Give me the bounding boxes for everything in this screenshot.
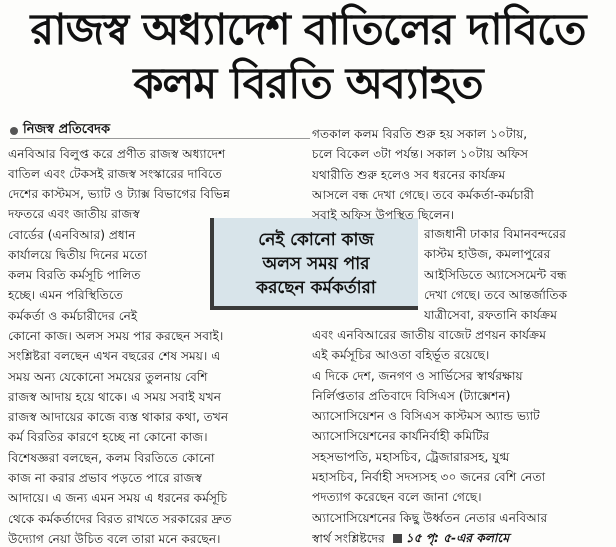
text-line: কর্মকর্তা ও কর্মচারীদের নেই xyxy=(8,308,138,323)
text-line: নির্লিপ্ততার প্রতিবাদে বিসিএস (ট্যাক্সেশন) xyxy=(312,388,511,403)
text-line: বিশেষজ্ঞরা বলছেন, কলম বিরতিতে কোনো xyxy=(8,450,215,465)
text-line: রাজস্ব আদায়ের কাজে ব্যস্ত থাকার কথা, তখন xyxy=(8,410,229,425)
text-line: সহসভাপতি, মহাসচিব, ট্রেজারারসহ, যুগ্ম xyxy=(312,449,510,464)
left-column-top xyxy=(8,144,304,185)
headline-line-1: রাজস্ব অধ্যাদেশ বাতিলের দাবিতে xyxy=(30,5,586,55)
text-line: রাজধানী ঢাকার বিমানবন্দরের xyxy=(424,227,566,241)
text-line: অ্যাসোসিয়েশনের কিছু উর্ধ্বতন নেতার এনবিআর xyxy=(312,510,548,525)
text-line: কাজ না করার প্রভাব পড়তে পারে রাজস্ব xyxy=(8,471,202,486)
text-line: কর্ম বিরতির কারণে হচ্ছে না কোনো কাজ। xyxy=(8,430,208,445)
text-line: আদায়ে। এ জন্য এমন সময় এ ধরনের কর্মসূচি xyxy=(8,491,228,506)
text-line: বাতিল এবং টেকসই রাজস্ব সংস্কারের দাবিতে xyxy=(8,167,222,182)
text-line: এই কর্মসূচির আওতা বহির্ভূত রয়েছে। xyxy=(312,348,490,363)
left-column-bottom xyxy=(8,326,304,547)
pull-quote xyxy=(210,218,418,310)
text-line: গতকাল কলম বিরতি শুরু হয় সকাল ১০টায়, xyxy=(312,127,528,141)
text-line: যথারীতি শুরু হলেও সব ধরনের কার্যক্রম xyxy=(312,167,506,182)
text-line: কলম বিরতি কর্মসূচি পালিত xyxy=(8,268,141,283)
byline-text: নিজস্ব প্রতিবেদক xyxy=(23,122,111,137)
text-line: সবাই অফিস উপস্থিত ছিলেন। xyxy=(312,208,455,223)
text-line: আসলে বন্ধ দেখা গেছে। তবে কর্মকর্তা-কর্মচারী xyxy=(312,187,534,202)
last-line-text: স্বার্থ সংশ্লিষ্টদের xyxy=(312,531,385,546)
headline-line-2: কলম বিরতি অব্যাহত xyxy=(133,59,483,109)
text-line: রাজস্ব আদায় হয়ে থাকে। এ সময় সবাই যখন xyxy=(8,389,221,404)
text-line: পদত্যাগ করেছেন বলে জানা গেছে। xyxy=(312,490,482,505)
text-line: সময় অন্য যেকোনো সময়ের তুলনায় বেশি xyxy=(8,369,208,384)
text-line: দেশের কাস্টমস, ভ্যাট ও ট্যাক্স বিভাগের বিভিন্ন xyxy=(8,187,230,201)
text-line: অ্যাসোসিয়েশন ও বিসিএস কাস্টমস অ্যান্ড ভ্যাট xyxy=(312,409,540,424)
text-line: থেকে কর্মকর্তাদের বিরত রাখতে সরকারের দ্রুত xyxy=(8,511,232,526)
byline-bullet-icon xyxy=(10,127,18,135)
text-line: উদ্যোগ নেয়া উচিত বলে তারা মনে করছেন। xyxy=(8,531,221,546)
text-line: এবং এনবিআরের জাতীয় বাজেট প্রণয়ন কার্যক্রম xyxy=(312,328,546,342)
text-line: দফতরে এবং জাতীয় রাজস্ব xyxy=(8,207,140,222)
pull-quote-line-2: অলস সময় পার xyxy=(262,254,370,274)
right-column-top xyxy=(312,124,608,225)
byline-rule xyxy=(10,138,310,139)
text-line: এনবিআর বিলুপ্ত করে প্রণীত রাজস্ব অধ্যাদেশ xyxy=(8,147,226,161)
right-column-narrow xyxy=(424,224,608,325)
pull-quote-line-3: করছেন কর্মকর্তারা xyxy=(256,278,376,298)
right-column-bottom xyxy=(312,325,608,547)
square-bullet-icon xyxy=(393,534,402,543)
text-line: এ দিকে দেশ, জনগণ ও সার্ভিসের স্বার্থরক্ষায় xyxy=(312,368,523,383)
pull-quote-line-1: নেই কোনো কাজ xyxy=(258,230,374,250)
continuation-text[interactable]: ১৫ পৃ: ৫-এর কলামে xyxy=(405,530,510,545)
last-line xyxy=(312,528,608,547)
text-line: অ্যাসোসিয়েশনের কার্যনির্বাহী কমিটির xyxy=(312,429,490,444)
text-line: যাত্রীসেবা, রফতানি কার্যক্রম xyxy=(424,308,557,323)
text-line: চলে বিকেল ৩টা পর্যন্ত। সকাল ১০টায় অফিস xyxy=(312,147,529,162)
text-line: কাস্টম হাউজ, কমলাপুরের xyxy=(424,247,551,262)
text-line: দেখা গেছে। তবে আন্তর্জাতিক xyxy=(424,287,568,302)
text-line: কোনো কাজ। অলস সময় পার করছেন সবাই। xyxy=(8,329,224,343)
text-line: হচ্ছে। এমন পরিস্থিতিতে xyxy=(8,288,123,303)
text-line: বোর্ডের (এনবিআর) প্রধান xyxy=(8,227,136,242)
text-line: কার্যালয়ে দ্বিতীয় দিনের মতো xyxy=(8,247,148,262)
left-column-narrow xyxy=(8,184,230,326)
text-line: সংশ্লিষ্টরা বলছেন এখন বছরের শেষ সময়। এ xyxy=(8,349,221,364)
text-line: মহাসচিব, নির্বাহী সদস্যসহ ৩০ জনের বেশি নেতা xyxy=(312,470,546,485)
continuation-ref[interactable] xyxy=(389,528,509,547)
text-line: আইসিডিতে অ্যাসেসমেন্ট বন্ধ xyxy=(424,267,567,282)
